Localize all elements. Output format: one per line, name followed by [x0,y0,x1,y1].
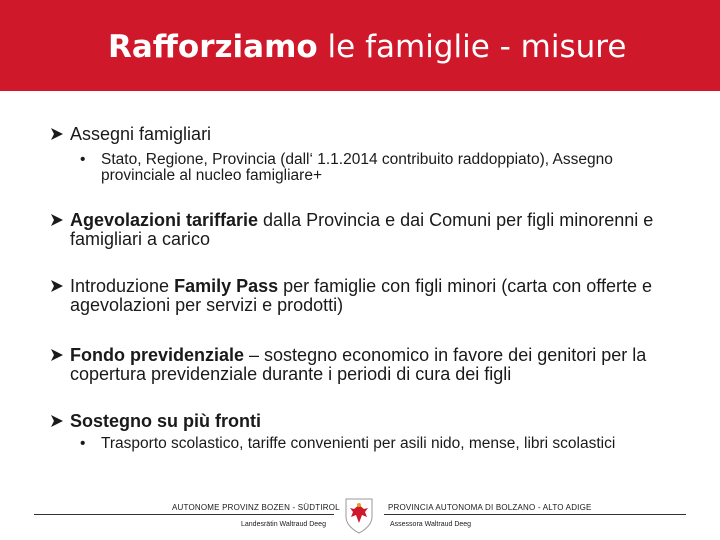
arrow-bullet-icon [50,127,64,141]
list-item-bold: Agevolazioni tariffarie [70,210,259,230]
list-item-family-pass [50,277,670,315]
list-item-text [70,277,670,315]
list-item-rest: dalla Provincia e dai Comuni per figli minorenni e famigliari a carico [70,210,654,249]
footer-right-heading: PROVINCIA AUTONOMA DI BOLZANO - ALTO ADIGE [388,503,592,512]
footer-left-subheading: Landesrätin Waltraud Deeg [241,521,326,528]
dot-bullet-icon: • [80,151,86,168]
footer-divider-left [34,514,334,515]
arrow-bullet-icon [50,348,64,362]
sub-item-assegni [80,152,680,184]
sub-item-text: Stato, Regione, Provincia (dall‘ 1.1.2014 contribuito raddoppiato), Assegno provinciale al nucleo famigliare+ [101,151,613,184]
footer-right-subheading: Assessora Waltraud Deeg [390,521,472,528]
list-item-agevolazioni [50,211,670,249]
list-item-rest: per famiglie con figli minori (carta con offerte e agevolazioni per servizi e prodotti) [70,276,652,315]
sub-item-sostegno [80,436,680,452]
list-item-rest: – sostegno economico in favore dei genitori per la copertura previdenziale durante i periodi di cura dei figli [70,345,647,384]
list-item-fondo [50,346,670,384]
coat-of-arms-icon [344,497,374,535]
list-item-text [70,211,670,249]
arrow-bullet-icon [50,279,64,293]
list-item-pre: Introduzione [70,276,175,296]
list-item-label: Assegni famigliari [70,124,212,144]
footer-left-heading: AUTONOME PROVINZ BOZEN - SÜDTIROL [172,503,340,512]
sub-item-text: Trasporto scolastico, tariffe convenienti per asili nido, mense, libri scolastici [101,435,616,452]
list-item-sostegno [50,412,670,431]
arrow-bullet-icon [50,213,64,227]
list-item-text [70,346,670,384]
list-item-bold: Sostegno su più fronti [70,411,261,431]
footer-divider-right [384,514,686,515]
list-item-assegni [50,125,670,144]
list-item-bold: Fondo previdenziale [70,345,245,365]
arrow-bullet-icon [50,414,64,428]
list-item-bold: Family Pass [174,276,279,296]
list-item-text [70,412,670,431]
slide-title-rest: le famiglie - misure [317,29,627,65]
dot-bullet-icon: • [80,435,86,452]
slide-title-bold: Rafforziamo [108,29,318,65]
